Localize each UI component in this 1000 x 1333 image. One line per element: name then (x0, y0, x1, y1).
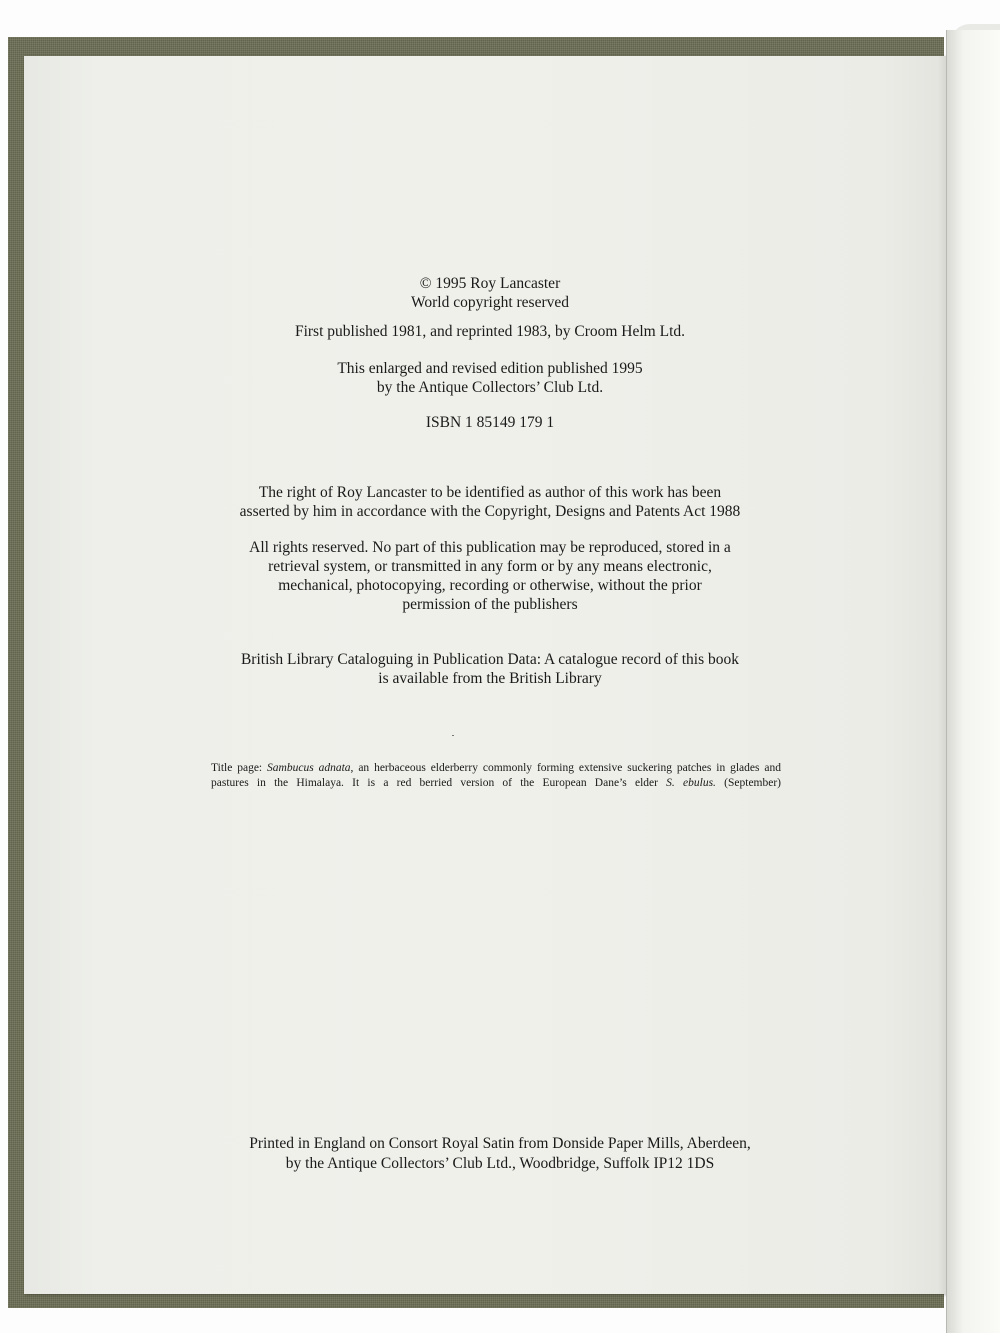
isbn: ISBN 1 85149 179 1 (425, 414, 555, 431)
caption-prefix: Title page: (211, 762, 268, 774)
copyright-block (230, 274, 750, 341)
rights-line-2: retrieval system, or transmitted in any form or by any means electronic, (268, 558, 712, 575)
caption-species-2: S. ebulus. (666, 777, 716, 789)
edition-block (230, 359, 750, 397)
caption-body: , an herbaceous elderberry commonly forming extensive suckering patches in glades and pastures in the Himalaya. It is a red berried version of the European Dane’s elder (211, 762, 781, 789)
title-page-caption (211, 761, 781, 791)
printer-line-1: Printed in England on Consort Royal Satin from Donside Paper Mills, Aberdeen, (249, 1135, 751, 1152)
isbn-line (230, 413, 750, 432)
facing-page-edge (946, 30, 1000, 1333)
rights-line-4: permission of the publishers (402, 596, 578, 613)
world-copyright-line: World copyright reserved (410, 294, 569, 311)
moral-rights-line-1: The right of Roy Lancaster to be identified as author of this work has been (258, 484, 722, 501)
edition-line-1: This enlarged and revised edition published 1995 (337, 360, 643, 377)
moral-rights-block (190, 483, 790, 521)
cip-block (190, 650, 790, 688)
cip-line-2: is available from the British Library (378, 670, 602, 687)
first-published-line: First published 1981, and reprinted 1983, by Croom Helm Ltd. (294, 323, 686, 340)
page-speck (452, 735, 454, 736)
rights-line-1: All rights reserved. No part of this publication may be reproduced, stored in a (249, 539, 731, 556)
edition-line-2: by the Antique Collectors’ Club Ltd. (376, 379, 604, 396)
cip-line-1: British Library Cataloguing in Publication Data: A catalogue record of this book (240, 651, 740, 668)
caption-suffix: (September) (715, 777, 782, 789)
rights-line-3: mechanical, photocopying, recording or otherwise, without the prior (278, 577, 702, 594)
moral-rights-line-2: asserted by him in accordance with the Copyright, Designs and Patents Act 1988 (239, 503, 741, 520)
copyright-line: © 1995 Roy Lancaster (419, 275, 561, 292)
caption-species: Sambucus adnata (267, 762, 351, 774)
printer-block (190, 1134, 810, 1174)
rights-reserved-block (190, 538, 790, 614)
printer-line-2: by the Antique Collectors’ Club Ltd., Woodbridge, Suffolk IP12 1DS (285, 1155, 715, 1172)
